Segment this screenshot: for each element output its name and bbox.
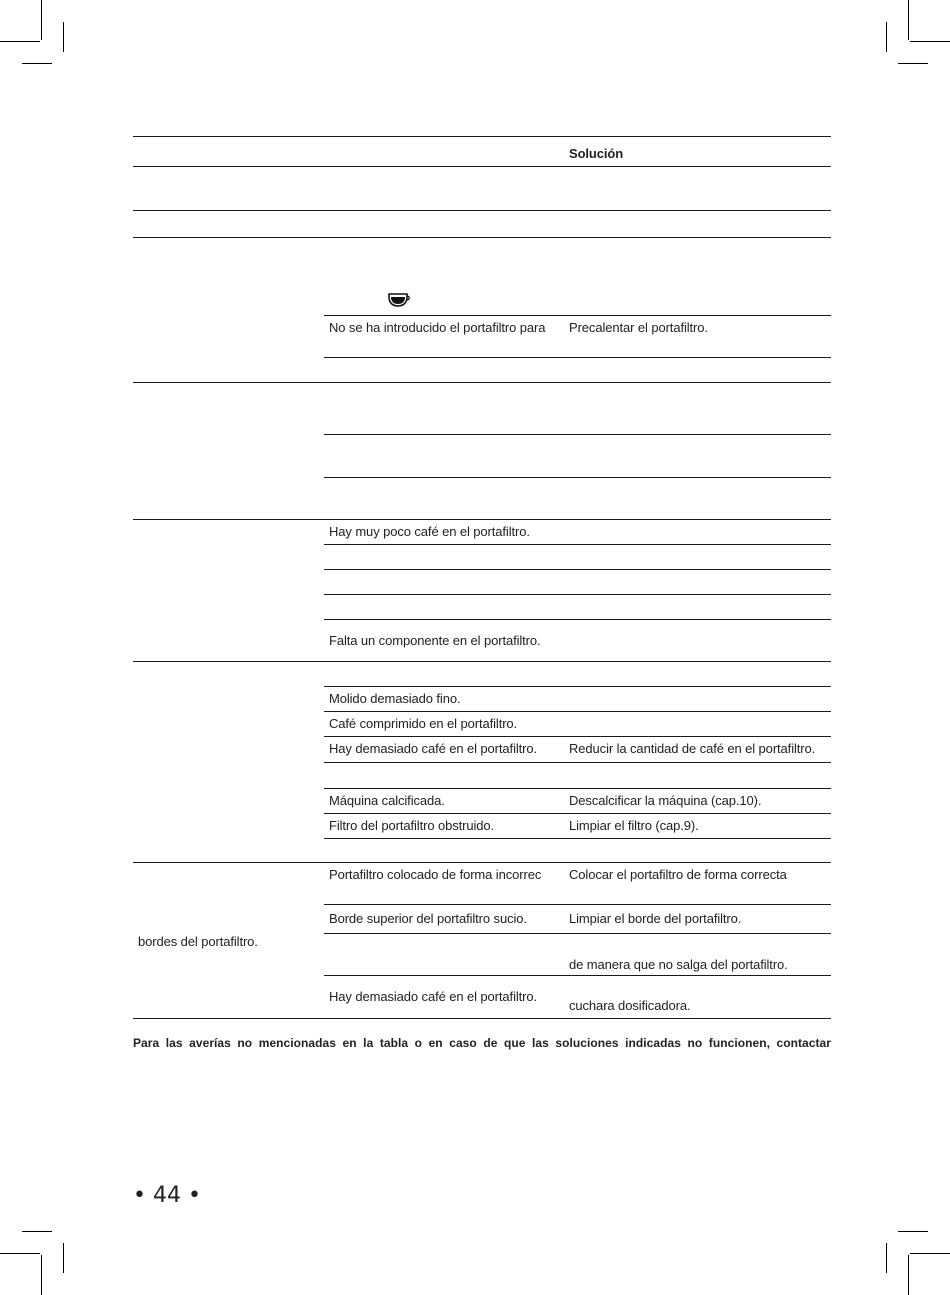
crop-mark (22, 63, 52, 64)
table-rule (133, 237, 831, 238)
solution-cell: Descalcificar la máquina (cap.10). (569, 793, 762, 808)
cause-cell: Portafiltro colocado de forma incorrec (329, 867, 542, 882)
crop-mark (886, 22, 887, 52)
table-rule (324, 544, 831, 545)
table-rule (324, 569, 831, 570)
cause-cell: Café comprimido en el portafiltro. (329, 716, 518, 731)
crop-mark (41, 1255, 42, 1295)
table-rule (324, 686, 831, 687)
cause-cell: Falta un componente en el portafiltro. (329, 633, 541, 648)
crop-mark (63, 22, 64, 52)
table-rule (324, 477, 831, 478)
table-rule (324, 838, 831, 839)
crop-mark (910, 1253, 950, 1254)
crop-mark (41, 0, 42, 40)
solution-cell: de manera que no salga del portafiltro. (569, 957, 788, 972)
table-rule (324, 315, 831, 316)
cause-cell: Filtro del portafiltro obstruido. (329, 818, 495, 833)
cause-cell: Borde superior del portafiltro sucio. (329, 911, 527, 926)
table-rule (324, 594, 831, 595)
cause-cell: Molido demasiado fino. (329, 691, 461, 706)
problem-cell: bordes del portafiltro. (138, 934, 258, 949)
table-rule (324, 904, 831, 905)
table-rule (324, 357, 831, 358)
table-rule (133, 166, 831, 167)
table-rule (133, 519, 831, 520)
cause-cell: Hay muy poco café en el portafiltro. (329, 524, 530, 539)
table-rule (324, 813, 831, 814)
espresso-cup-icon (387, 291, 411, 309)
table-rule (324, 975, 831, 976)
solution-cell: Precalentar el portafiltro. (569, 320, 708, 335)
cause-cell: Hay demasiado café en el portafiltro. (329, 741, 538, 756)
page-number: • 44 • (133, 1183, 201, 1208)
crop-mark (0, 41, 40, 42)
table-rule (133, 210, 831, 211)
crop-mark (886, 1243, 887, 1273)
solution-cell: cuchara dosificadora. (569, 998, 691, 1013)
table-rule (324, 434, 831, 435)
table-rule (324, 711, 831, 712)
table-rule (324, 736, 831, 737)
crop-mark (910, 41, 950, 42)
table-rule (133, 1018, 831, 1019)
solution-cell: Limpiar el borde del portafiltro. (569, 911, 742, 926)
solution-cell: Reducir la cantidad de café en el portafiltro. (569, 741, 816, 756)
column-header-solution: Solución (569, 146, 624, 161)
cause-cell: Máquina calcificada. (329, 793, 445, 808)
crop-mark (898, 63, 928, 64)
table-rule (324, 788, 831, 789)
crop-mark (908, 1255, 909, 1295)
table-rule (133, 661, 831, 662)
cause-cell: Hay demasiado café en el portafiltro. (329, 989, 538, 1004)
crop-mark (22, 1231, 52, 1232)
table-rule (324, 933, 831, 934)
crop-mark (63, 1243, 64, 1273)
solution-cell: Limpiar el filtro (cap.9). (569, 818, 699, 833)
crop-mark (908, 0, 909, 40)
table-rule (133, 862, 831, 863)
footer-note: Para las averías no mencionadas en la tabla o en caso de que las soluciones indicadas no funcionen, contactar (133, 1036, 831, 1050)
table-rule (133, 136, 831, 137)
table-rule (324, 762, 831, 763)
cause-cell: No se ha introducido el portafiltro para (329, 320, 546, 335)
table-rule (133, 382, 831, 383)
crop-mark (0, 1253, 40, 1254)
solution-cell: Colocar el portafiltro de forma correcta (569, 867, 787, 882)
crop-mark (898, 1231, 928, 1232)
table-rule (324, 619, 831, 620)
